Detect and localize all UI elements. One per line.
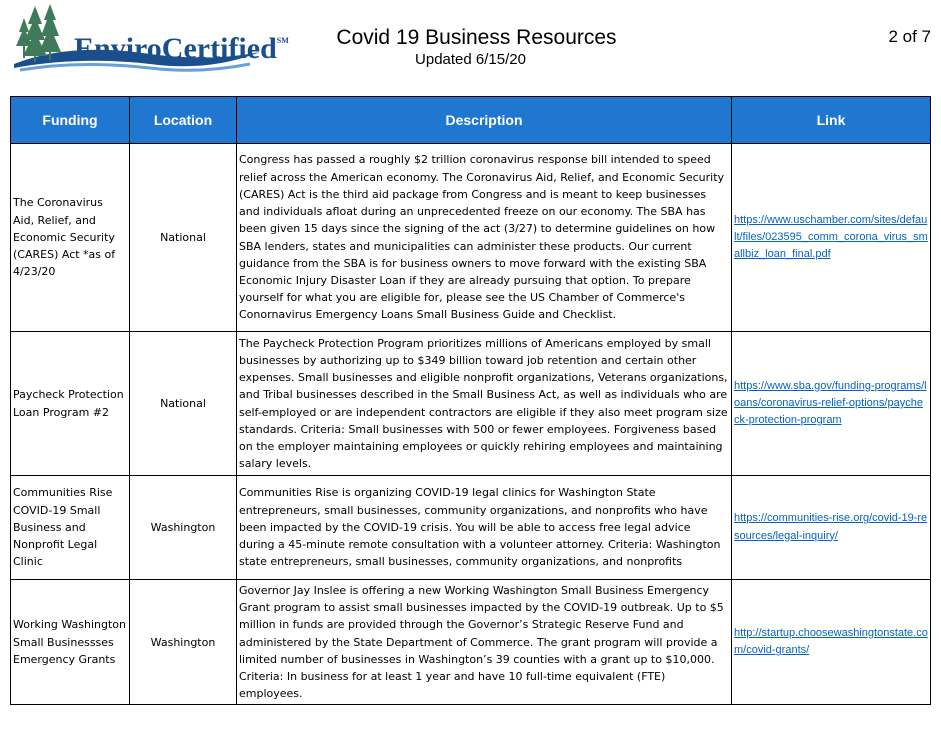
- column-header-funding: Funding: [11, 97, 130, 144]
- description-cell: Communities Rise is organizing COVID-19 legal clinics for Washington State entrepreneurs, small businesses, community organizations, and nonprofits who have been impacted by the COVID-19 crisis. You will be able to access free legal advice during a 45-minute remote consultation with a volunteer attorney. Criteria: Washington state entrepreneurs, small businesses, community organizations, and nonprofits: [237, 476, 732, 580]
- table-row: [11, 476, 931, 580]
- funding-cell: Paycheck Protection Loan Program #2: [11, 332, 130, 476]
- description-cell: Congress has passed a roughly $2 trillion coronavirus response bill intended to speed relief across the American economy. The Coronavirus Aid, Relief, and Economic Security (CARES) Act is the third aid package from Congress and is meant to keep businesses and individuals afloat during an unprecedented freeze on our economy. The SBA has been given 15 days since the signing of the act (3/27) to determine guidelines on how SBA lenders, states and municipalities can administer these products. Our current guidance from the SBA is for business owners to move forward with the existing SBA Economic Injury Disaster Loan if they are already pursuing that option. To prepare yourself for what you are eligible for, please see the US Chamber of Commerce's Conornavirus Emergency Loans Small Business Guide and Checklist.: [237, 144, 732, 332]
- page-number: 2 of 7: [888, 27, 931, 46]
- table-row: [11, 580, 931, 705]
- location-cell: Washington: [130, 580, 237, 705]
- column-header-link: Link: [732, 97, 931, 144]
- column-header-location: Location: [130, 97, 237, 144]
- page-title: Covid 19 Business Resources: [336, 26, 617, 49]
- page-header: [0, 0, 941, 95]
- location-cell: National: [130, 332, 237, 476]
- table-row: [11, 144, 931, 332]
- table-row: [11, 332, 931, 476]
- location-cell: Washington: [130, 476, 237, 580]
- resource-link[interactable]: http://startup.choosewashingtonstate.com/covid-grants/: [732, 580, 931, 705]
- funding-cell: Communities Rise COVID-19 Small Business and Nonprofit Legal Clinic: [11, 476, 130, 580]
- resource-link[interactable]: https://www.uschamber.com/sites/default/files/023595_comm_corona_virus_smallbiz_loan_final.pdf: [732, 144, 931, 332]
- resource-link[interactable]: https://communities-rise.org/covid-19-resources/legal-inquiry/: [732, 476, 931, 580]
- funding-cell: Working Washington Small Businessses Emergency Grants: [11, 580, 130, 705]
- logo-wordmark: EnviroCertified℠: [74, 32, 289, 65]
- table-header-row: [11, 97, 931, 144]
- description-cell: The Paycheck Protection Program prioritizes millions of Americans employed by small businesses by authorizing up to $349 billion toward job retention and certain other expenses. Small businesses and eligible nonprofit organizations, Veterans organizations, and Tribal businesses described in the Small Business Act, as well as individuals who are self-employed or are independent contractors are eligible if they also meet program size standards. Criteria: Small businesses with 500 or fewer employees. Forgiveness based on the employer maintaining employees or quickly rehiring employees and maintaining salary levels.: [237, 332, 732, 476]
- column-header-description: Description: [237, 97, 732, 144]
- funding-cell: The Coronavirus Aid, Relief, and Economic Security (CARES) Act *as of 4/23/20: [11, 144, 130, 332]
- page-subtitle: Updated 6/15/20: [415, 51, 526, 68]
- description-cell: Governor Jay Inslee is offering a new Working Washington Small Business Emergency Grant program to assist small businesses impacted by the COVID-19 outbreak. Up to $5 million in funds are provided through the Governor’s Strategic Reserve Fund and administered by the State Department of Commerce. The grant program will provide a limited number of businesses in Washington’s 39 counties with a grant up to $10,000. Criteria: In business for at least 1 year and have 10 full-time equivalent (FTE) employees.: [237, 580, 732, 705]
- resource-link[interactable]: https://www.sba.gov/funding-programs/loans/coronavirus-relief-options/paycheck-protection-program: [732, 332, 931, 476]
- location-cell: National: [130, 144, 237, 332]
- resources-table: [10, 96, 931, 705]
